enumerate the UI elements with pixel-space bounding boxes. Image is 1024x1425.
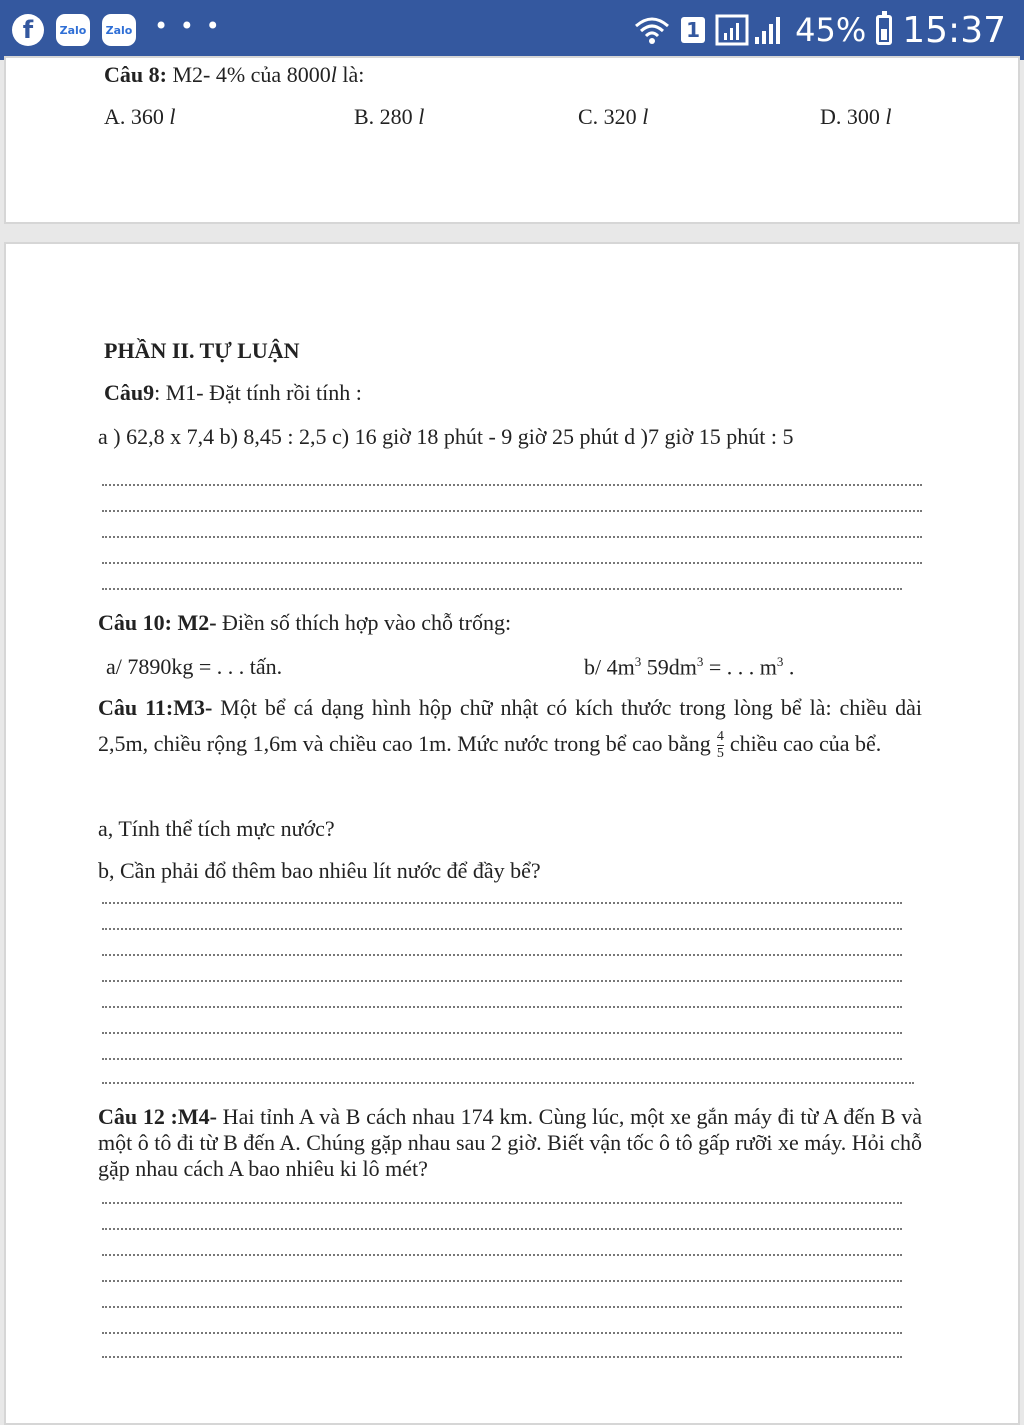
- option-b: B. 280 l: [354, 104, 425, 129]
- question-10-b: b/ $4m^3$ $59dm^3$ = . . . $m^3$ .: [584, 654, 795, 680]
- fraction: $\frac{4}{5}$: [716, 729, 724, 762]
- option-c: C. 320 l: [578, 104, 649, 129]
- more-notifications-icon: • • •: [154, 12, 222, 40]
- answer-line: [102, 510, 922, 512]
- answer-line: [102, 980, 902, 982]
- question-text: Một bể cá dạng hình hộp chữ nhật có kích thước trong lòng bể là: chiều dài 2,5m, chiều rộng 1,6m và chiều cao 1m. Mức nước trong bể cao bằng: [98, 695, 923, 756]
- sim-slot-icon: 1: [681, 17, 705, 43]
- question-label: Câu 10: M2-: [98, 610, 217, 635]
- document-page: [4, 56, 1020, 224]
- option-d: D. 300 l: [820, 104, 892, 129]
- answer-line: [102, 1254, 902, 1256]
- question-text: : M1- Đặt tính rồi tính :: [154, 380, 362, 405]
- unit: l: [330, 62, 337, 87]
- wifi-icon: [633, 14, 671, 46]
- answer-line: [102, 1082, 914, 1084]
- answer-line: [102, 1228, 902, 1230]
- question-11-b: b, Cần phải đổ thêm bao nhiêu lít nước để đầy bể?: [98, 858, 541, 883]
- answer-line: [102, 562, 922, 564]
- clock: 15:37: [902, 9, 1006, 51]
- question-11: [98, 690, 922, 762]
- question-8: [104, 62, 364, 88]
- answer-line: [102, 1332, 902, 1334]
- question-12: [98, 1104, 922, 1182]
- answer-line: [102, 1306, 902, 1308]
- answer-line: [102, 928, 902, 930]
- system-icons: [633, 6, 1006, 54]
- status-bar: [0, 0, 1024, 60]
- question-suffix: là:: [336, 62, 365, 87]
- question-text: M2- 4% của 8000: [166, 62, 331, 87]
- answer-line: [102, 1032, 902, 1034]
- answer-line: [102, 536, 922, 538]
- answer-line: [102, 484, 922, 486]
- battery-percent: 45%: [795, 11, 867, 49]
- notification-icons: [12, 10, 222, 50]
- signal-icon: [715, 13, 785, 47]
- question-text: Điền số thích hợp vào chỗ trống:: [216, 610, 512, 635]
- option-a: A. 360 l: [104, 104, 176, 129]
- answer-line: [102, 1058, 902, 1060]
- battery-icon: [876, 15, 892, 45]
- section-heading: PHẦN II. TỰ LUẬN: [104, 338, 300, 363]
- answer-line: [102, 588, 902, 590]
- answer-line: [102, 902, 902, 904]
- question-9: [104, 380, 362, 406]
- question-text: Hai tỉnh A và B cách nhau 174 km. Cùng lúc, một xe gắn máy đi từ A đến B và một ô tô đi từ B đến A. Chúng gặp nhau sau 2 giờ. Biết vận tốc ô tô gấp rưỡi xe máy. Hỏi chỗ gặp nhau cách A bao nhiêu ki lô mét?: [98, 1104, 922, 1181]
- question-text: chiều cao của bể.: [729, 731, 882, 756]
- facebook-icon: f: [12, 14, 44, 46]
- zalo-icon: Zalo: [102, 14, 136, 46]
- question-label: Câu 12 :M4-: [98, 1104, 217, 1129]
- question-11-a: a, Tính thể tích mực nước?: [98, 816, 335, 841]
- answer-line: [102, 1356, 902, 1358]
- question-10-a: a/ 7890kg = . . . tấn.: [106, 654, 283, 679]
- answer-line: [102, 1202, 902, 1204]
- question-label: Câu9: [104, 380, 155, 405]
- document-page: [4, 242, 1020, 1425]
- answer-line: [102, 954, 902, 956]
- question-10: [98, 610, 511, 636]
- question-9-items: a ) 62,8 x 7,4 b) 8,45 : 2,5 c) 16 giờ 18 phút - 9 giờ 25 phút d )7 giờ 15 phút : 5: [98, 424, 794, 449]
- answer-line: [102, 1006, 902, 1008]
- question-label: Câu 8:: [104, 62, 167, 87]
- zalo-icon: Zalo: [56, 14, 90, 46]
- answer-line: [102, 1280, 902, 1282]
- question-label: Câu 11:M3-: [98, 695, 213, 720]
